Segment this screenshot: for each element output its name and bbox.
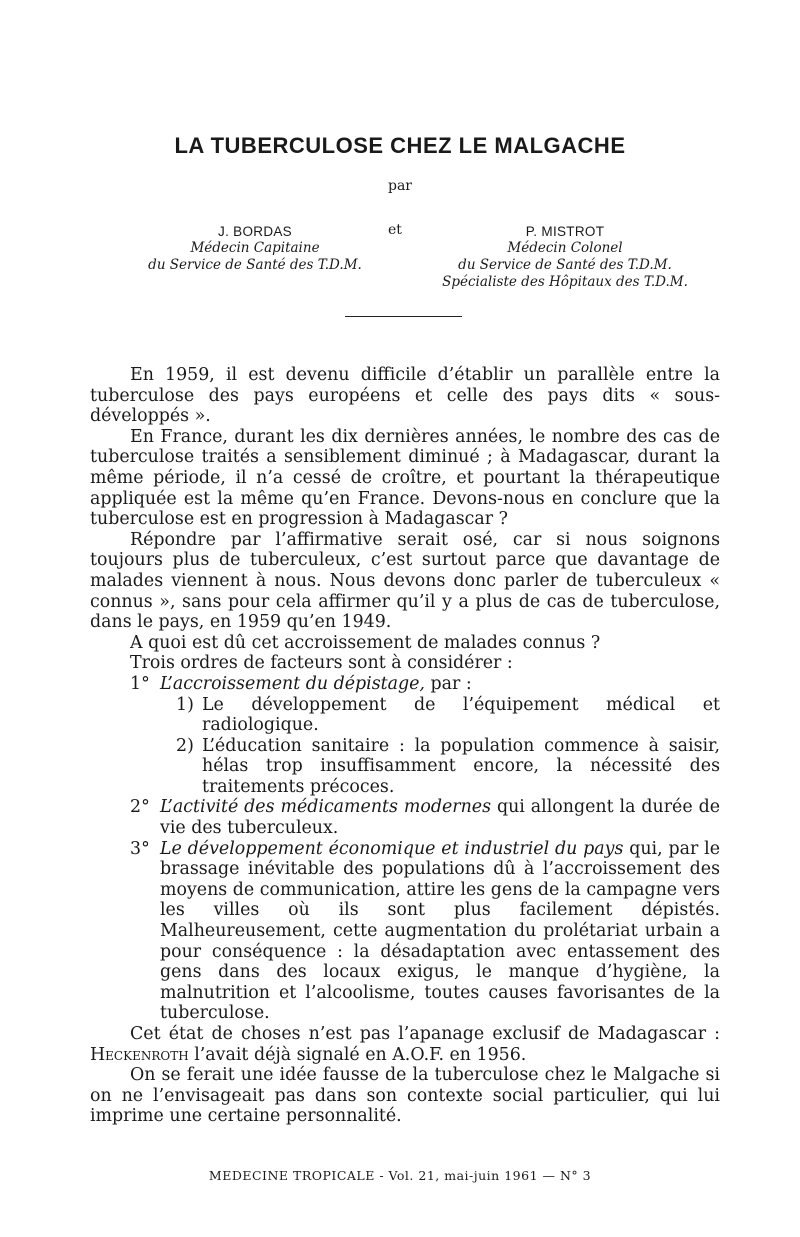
subfactor-text: Le développement de l’équipement médical et radiologique.	[202, 694, 720, 736]
factor-title: Le développement économique et industriel du pays	[160, 838, 624, 859]
paragraph	[90, 1024, 720, 1065]
author-rank: Médecin Capitaine	[190, 240, 320, 256]
factor-title: L’accroissement du dépistage,	[160, 673, 425, 694]
paragraph-text: l’avait déjà signalé en A.O.F. en 1956.	[188, 1044, 527, 1065]
author-specialty: Spécialiste des Hôpitaux des T.D.M.	[442, 274, 688, 290]
factor-2	[90, 797, 720, 838]
author-mistrot	[415, 223, 715, 291]
list-number: 1°	[130, 673, 150, 694]
author-rank: Médecin Colonel	[507, 240, 623, 256]
paragraph: Répondre par l’affirmative serait osé, car si nous soignons toujours plus de tuberculeux, c’est surtout parce que davantage de malades viennent à nous. Nous devons donc parler de tuberculeux « connus », sans pour cela affirmer qu’il y a plus de cas de tuberculose, dans le pays, en 1959 qu’en 1949.	[90, 529, 720, 633]
title-divider	[345, 316, 462, 317]
subfactor-text: L’éducation sanitaire : la population commence à saisir, hélas trop insuffisamment encore, la nécessité des traitements précoces.	[202, 735, 720, 797]
author-name: J. BORDAS	[218, 224, 292, 239]
author-name: P. MISTROT	[525, 224, 605, 239]
journal-footer: MEDECINE TROPICALE - Vol. 21, mai-juin 1961 — N° 3	[208, 1168, 592, 1183]
subfactor-1	[90, 695, 720, 736]
factor-text: par :	[424, 673, 472, 694]
paragraph-text: Cet état de choses n’est pas l’apanage exclusif de Madagascar :	[130, 1024, 720, 1044]
factor-1	[90, 674, 720, 695]
paragraph: Trois ordres de facteurs sont à considérer :	[130, 653, 513, 674]
article-body	[90, 365, 720, 1127]
subfactor-2	[90, 736, 720, 798]
list-number: 2)	[176, 735, 194, 756]
factor-text: qui allongent la durée de vie des tuberculeux.	[160, 797, 720, 839]
list-number: 2°	[130, 797, 150, 818]
factor-text: qui, par le brassage inévitable des populations dû à l’accroissement des moyens de communication, attire les gens de la campagne vers les villes où ils sont plus facilement dépistés. Malheureusement, cette augmentation du prolétariat urbain a pour conséquence : la désadaptation avec entassement des gens dans des locaux exigus, le manque d’hygiène, la malnutrition et l’alcoolisme, toutes causes favorisantes de la tuberculose.	[160, 838, 720, 1024]
factor-3	[90, 839, 720, 1024]
byline-par: par	[387, 178, 412, 194]
list-number: 1)	[176, 694, 194, 715]
author-service: du Service de Santé des T.D.M.	[458, 257, 672, 273]
list-number: 3°	[130, 838, 150, 859]
paragraph: On se ferait une idée fausse de la tuberculose chez le Malgache si on ne l’envisageait pas dans son contexte social particulier, qui lui imprime une certaine personnalité.	[90, 1065, 720, 1127]
author-conjunction: et	[388, 222, 402, 238]
cited-author: Heckenroth	[90, 1044, 189, 1065]
paragraph: En France, durant les dix dernières années, le nombre des cas de tuberculose traités a sensiblement diminué ; à Madagascar, durant la même période, il n’a cessé de croître, et pourtant la thérapeutique appliquée est la même qu’en France. Devons-nous en conclure que la tuberculose est en progression à Madagascar ?	[90, 426, 720, 530]
article-title: LA TUBERCULOSE CHEZ LE MALGACHE	[174, 133, 626, 158]
factor-title: L’activité des médicaments modernes	[160, 797, 492, 818]
author-bordas	[110, 223, 400, 274]
paragraph: A quoi est dû cet accroissement de malades connus ?	[130, 632, 601, 653]
paragraph: En 1959, il est devenu difficile d’établir un parallèle entre la tuberculose des pays européens et celle des pays dits « sous-développés ».	[90, 365, 720, 427]
author-service: du Service de Santé des T.D.M.	[148, 257, 362, 273]
